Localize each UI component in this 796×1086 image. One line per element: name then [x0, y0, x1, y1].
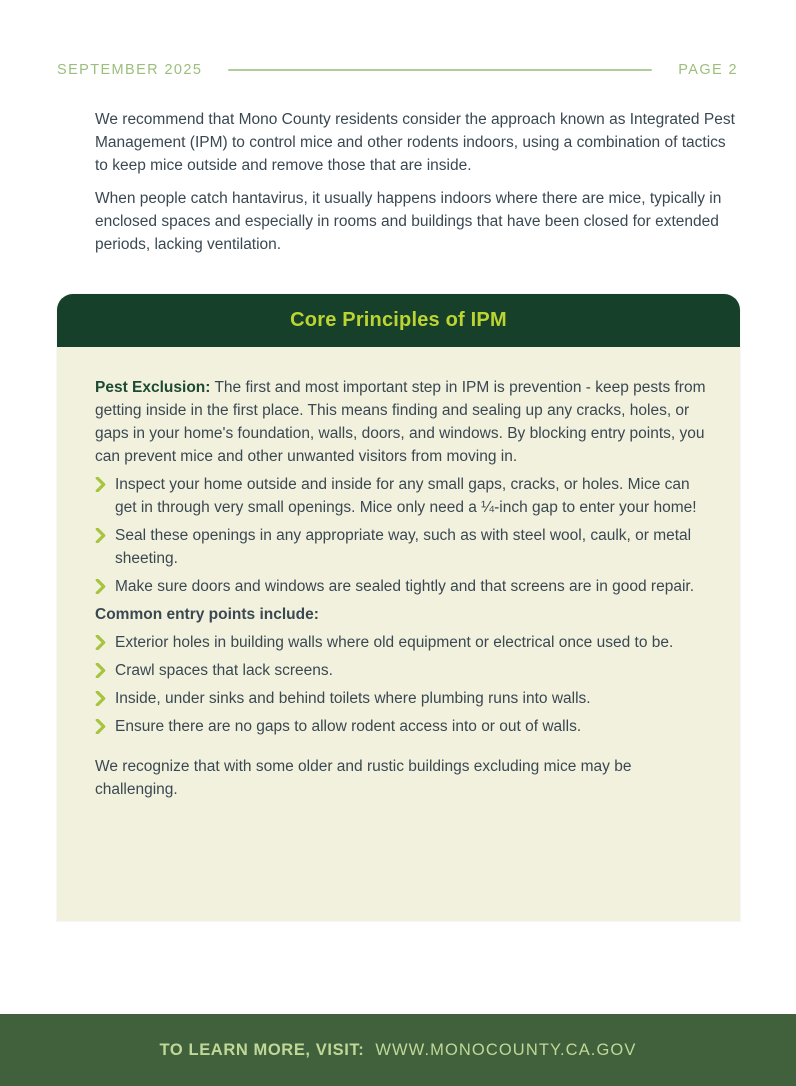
chevron-bullet-icon — [95, 691, 106, 706]
intro-section — [95, 108, 736, 256]
page-number-label: PAGE 2 — [678, 62, 738, 78]
chevron-bullet-icon — [95, 528, 106, 543]
entry-points-heading: Common entry points include: — [95, 606, 319, 623]
pest-exclusion-text: The first and most important step in IPM is prevention - keep pests from getting inside in the first place. This means finding and sealing up any cracks, holes, or gaps in your home's foundation, walls, doors, and windows. By blocking entry points, you can prevent mice and other unwanted visitors from moving in. — [95, 379, 706, 465]
bullet-item — [95, 575, 710, 598]
exclusion-bullet-list — [95, 473, 710, 598]
ipm-card — [57, 294, 740, 921]
bullet-item — [95, 659, 710, 682]
chevron-bullet-icon — [95, 579, 106, 594]
page-footer — [0, 1014, 796, 1086]
chevron-bullet-icon — [95, 663, 106, 678]
bullet-text: Ensure there are no gaps to allow rodent access into or out of walls. — [115, 718, 582, 735]
ipm-card-body — [57, 347, 740, 921]
bullet-item — [95, 687, 710, 710]
pest-exclusion-paragraph — [95, 376, 710, 468]
entry-points-bullet-list — [95, 631, 710, 738]
footer-label: TO LEARN MORE, VISIT: — [159, 1040, 365, 1059]
page-header — [57, 62, 738, 78]
chevron-bullet-icon — [95, 477, 106, 492]
bullet-text: Crawl spaces that lack screens. — [115, 662, 333, 679]
bullet-text: Exterior holes in building walls where old equipment or electrical once used to be. — [115, 634, 674, 651]
bullet-item — [95, 631, 710, 654]
intro-paragraph-2: When people catch hantavirus, it usually happens indoors where there are mice, typically in enclosed spaces and especially in rooms and buildings that have been closed for extended periods, lacking ventilation. — [95, 190, 722, 253]
bullet-text: Make sure doors and windows are sealed tightly and that screens are in good repair. — [115, 578, 695, 595]
bullet-text: Seal these openings in any appropriate way, such as with steel wool, caulk, or metal sheeting. — [115, 527, 692, 567]
bullet-item — [95, 715, 710, 738]
footer-url-link[interactable]: WWW.MONOCOUNTY.CA.GOV — [375, 1040, 637, 1059]
closing-paragraph: We recognize that with some older and rustic buildings excluding mice may be challenging. — [95, 758, 632, 798]
card-title: Core Principles of IPM — [290, 309, 507, 331]
pest-exclusion-label: Pest Exclusion: — [95, 379, 211, 396]
chevron-bullet-icon — [95, 635, 106, 650]
chevron-bullet-icon — [95, 719, 106, 734]
ipm-card-header — [57, 294, 740, 347]
bullet-item — [95, 473, 710, 519]
intro-paragraph-1: We recommend that Mono County residents consider the approach known as Integrated Pest Management (IPM) to control mice and other rodents indoors, using a combination of tactics to keep mice outside and remove those that are inside. — [95, 111, 735, 174]
header-divider-rule — [228, 69, 652, 71]
bullet-text: Inspect your home outside and inside for any small gaps, cracks, or holes. Mice can get in through very small openings. Mice only need a ¼-inch gap to enter your home! — [115, 476, 697, 516]
issue-date-label: SEPTEMBER 2025 — [57, 62, 203, 78]
bullet-text: Inside, under sinks and behind toilets where plumbing runs into walls. — [115, 690, 591, 707]
bullet-item — [95, 524, 710, 570]
